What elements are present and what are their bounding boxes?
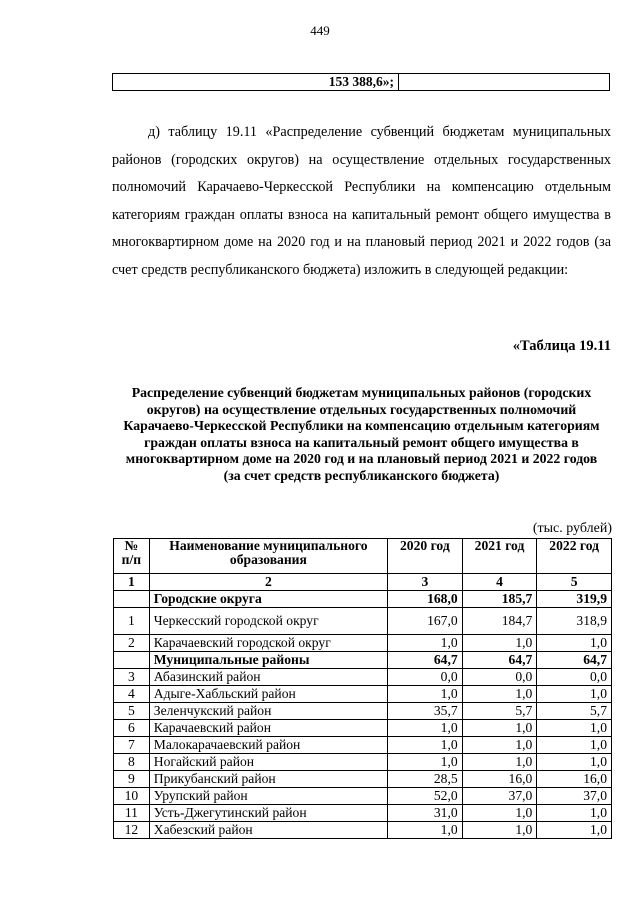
table-row: [114, 720, 612, 737]
page-number: 449: [310, 23, 330, 38]
row-value-2021: 1,0: [462, 737, 537, 754]
row-value-2020: 1,0: [388, 686, 463, 703]
column-index: 2: [149, 574, 387, 591]
table-row: [114, 703, 612, 720]
row-number: 8: [114, 754, 150, 771]
row-number: 7: [114, 737, 150, 754]
row-value-2022: 5,7: [537, 703, 612, 720]
row-value-2022: 1,0: [537, 686, 612, 703]
row-number: 4: [114, 686, 150, 703]
row-value-2022: 0,0: [537, 669, 612, 686]
row-value-2022: 1,0: [537, 822, 612, 839]
row-value-2020: 1,0: [388, 822, 463, 839]
row-name: Прикубанский район: [149, 771, 387, 788]
table-row: [114, 686, 612, 703]
row-number: 10: [114, 788, 150, 805]
row-name: Карачаевский городской округ: [149, 635, 387, 652]
row-number: [114, 591, 150, 608]
row-number: 2: [114, 635, 150, 652]
row-name: Абазинский район: [149, 669, 387, 686]
row-value-2020: 167,0: [388, 608, 463, 635]
header-name: Наименование муниципального образования: [149, 539, 387, 574]
row-value-2022: 1,0: [537, 805, 612, 822]
row-number: 12: [114, 822, 150, 839]
row-value-2021: 184,7: [462, 608, 537, 635]
row-name: Малокарачаевский район: [149, 737, 387, 754]
row-name: Городские округа: [149, 591, 387, 608]
table-row: [114, 788, 612, 805]
row-value-2021: 1,0: [462, 720, 537, 737]
table-body: [114, 591, 612, 839]
row-value-2022: 318,9: [537, 608, 612, 635]
table-row: [114, 635, 612, 652]
row-value-2021: 1,0: [462, 635, 537, 652]
row-value-2022: 1,0: [537, 737, 612, 754]
table-title: Распределение субвенций бюджетам муниципальных районов (городских округов) на осуществление отдельных государственных полномочий Карачаево-Черкесской Республики на компенсацию отдельным категориям граждан оплаты взноса на капитальный ремонт общего имущества в многоквартирном доме на 2020 год и на плановый период 2021 и 2022 годов: [123, 385, 600, 466]
row-value-2021: 16,0: [462, 771, 537, 788]
units-label: (тыс. рублей): [532, 521, 612, 536]
row-number: 9: [114, 771, 150, 788]
row-number: 6: [114, 720, 150, 737]
row-value-2022: 1,0: [537, 635, 612, 652]
header-num: № п/п: [114, 539, 150, 574]
previous-table-total-row: [112, 73, 610, 91]
table-row: [114, 737, 612, 754]
row-name: Усть-Джегутинский район: [149, 805, 387, 822]
table-row: [114, 754, 612, 771]
column-index-row: [114, 574, 612, 591]
row-value-2022: 16,0: [537, 771, 612, 788]
column-index: 3: [388, 574, 463, 591]
table-group-row: [114, 652, 612, 669]
row-name: Урупский район: [149, 788, 387, 805]
row-name: Адыге-Хабльский район: [149, 686, 387, 703]
header-2020: 2020 год: [388, 539, 463, 574]
row-value-2021: 185,7: [462, 591, 537, 608]
row-name: Карачаевский район: [149, 720, 387, 737]
row-number: 1: [114, 608, 150, 635]
table-subtitle: (за счет средств республиканского бюджета): [223, 467, 500, 483]
table-row: [114, 771, 612, 788]
row-value-2021: 5,7: [462, 703, 537, 720]
row-value-2021: 1,0: [462, 805, 537, 822]
amendment-text: д) таблицу 19.11 «Распределение субвенций бюджетам муниципальных районов (городских округов) на осуществление отдельных государственных полномочий Карачаево-Черкесской Республики на компенсацию отдельным категориям граждан оплаты взноса на капитальный ремонт общего имущества в многоквартирном доме на 2020 год и на плановый период 2021 и 2022 годов (за счет средств республиканского бюджета) изложить в следующей редакции:: [112, 124, 611, 278]
table-row: [114, 669, 612, 686]
row-value-2022: 1,0: [537, 720, 612, 737]
row-value-2020: 168,0: [388, 591, 463, 608]
header-2022: 2022 год: [537, 539, 612, 574]
column-index: 4: [462, 574, 537, 591]
total-amount: 153 388,6»;: [113, 74, 399, 90]
row-value-2022: 37,0: [537, 788, 612, 805]
row-number: [114, 652, 150, 669]
column-index: 5: [537, 574, 612, 591]
row-value-2022: 319,9: [537, 591, 612, 608]
row-value-2020: 1,0: [388, 754, 463, 771]
row-name: Зеленчукский район: [149, 703, 387, 720]
amendment-paragraph: [112, 119, 611, 285]
row-name: Черкесский городской округ: [149, 608, 387, 635]
row-number: 3: [114, 669, 150, 686]
row-value-2020: 0,0: [388, 669, 463, 686]
row-value-2020: 35,7: [388, 703, 463, 720]
row-value-2021: 37,0: [462, 788, 537, 805]
column-index: 1: [114, 574, 150, 591]
row-value-2021: 0,0: [462, 669, 537, 686]
subvention-table: [113, 538, 612, 839]
row-value-2020: 1,0: [388, 635, 463, 652]
row-value-2020: 1,0: [388, 720, 463, 737]
table-label: «Таблица 19.11: [512, 338, 611, 354]
row-value-2020: 64,7: [388, 652, 463, 669]
row-number: 5: [114, 703, 150, 720]
row-value-2022: 1,0: [537, 754, 612, 771]
row-number: 11: [114, 805, 150, 822]
row-value-2020: 1,0: [388, 737, 463, 754]
table-title-block: [112, 385, 611, 484]
table-header-row: [114, 539, 612, 574]
row-value-2020: 31,0: [388, 805, 463, 822]
row-name: Муниципальные районы: [149, 652, 387, 669]
table-row: [114, 608, 612, 635]
row-value-2020: 52,0: [388, 788, 463, 805]
table-group-row: [114, 591, 612, 608]
table-row: [114, 822, 612, 839]
row-value-2022: 64,7: [537, 652, 612, 669]
row-value-2021: 1,0: [462, 686, 537, 703]
row-name: Ногайский район: [149, 754, 387, 771]
row-value-2021: 1,0: [462, 754, 537, 771]
row-value-2020: 28,5: [388, 771, 463, 788]
row-value-2021: 1,0: [462, 822, 537, 839]
header-2021: 2021 год: [462, 539, 537, 574]
row-name: Хабезский район: [149, 822, 387, 839]
table-row: [114, 805, 612, 822]
row-value-2021: 64,7: [462, 652, 537, 669]
